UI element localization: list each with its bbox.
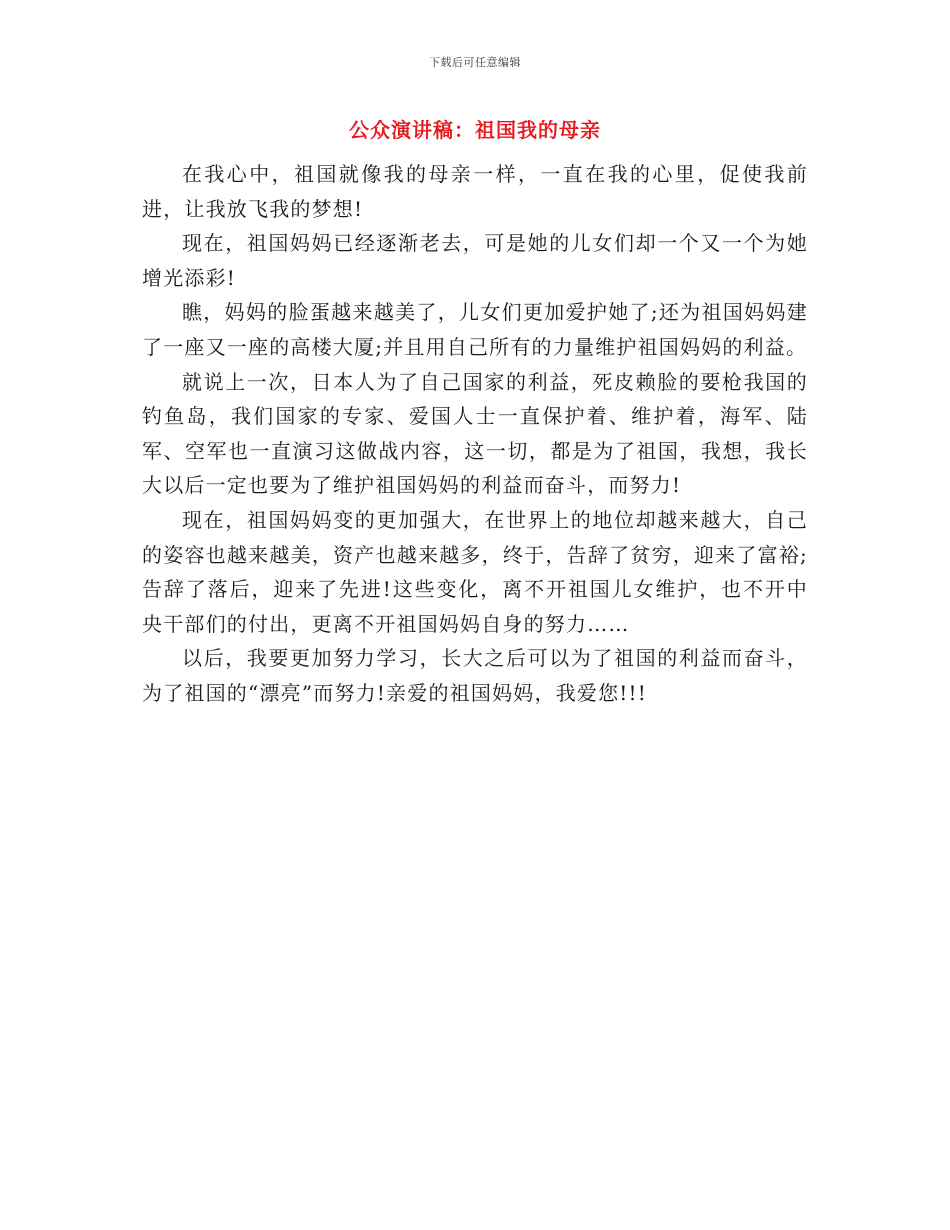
paragraph: 瞧，妈妈的脸蛋越来越美了，儿女们更加爱护她了;还为祖国妈妈建了一座又一座的高楼大厦;并且用自己所有的力量维护祖国妈妈的利益。 (142, 300, 808, 359)
document-body (142, 157, 808, 711)
document-title: 公众演讲稿：祖国我的母亲 (349, 118, 601, 142)
paragraph: 在我心中，祖国就像我的母亲一样，一直在我的心里，促使我前进，让我放飞我的梦想! (142, 162, 808, 221)
paragraph: 现在，祖国妈妈已经逐渐老去，可是她的儿女们却一个又一个为她增光添彩! (142, 231, 808, 290)
page-header-note: 下载后可任意编辑 (429, 56, 521, 69)
paragraph: 现在，祖国妈妈变的更加强大，在世界上的地位却越来越大，自己的姿容也越来越美，资产也越来越多，终于，告辞了贫穷，迎来了富裕;告辞了落后，迎来了先进!这些变化，离不开祖国儿女维护，也不开中央干部们的付出，更离不开祖国妈妈自身的努力…… (142, 507, 808, 636)
paragraph: 以后，我要更加努力学习，长大之后可以为了祖国的利益而奋斗，为了祖国的“漂亮”而努力!亲爱的祖国妈妈，我爱您!!! (142, 646, 808, 705)
paragraph: 就说上一次，日本人为了自己国家的利益，死皮赖脸的要枪我国的钓鱼岛，我们国家的专家、爱国人士一直保护着、维护着，海军、陆军、空军也一直演习这做战内容，这一切，都是为了祖国，我想，我长大以后一定也要为了维护祖国妈妈的利益而奋斗，而努力! (142, 369, 808, 498)
